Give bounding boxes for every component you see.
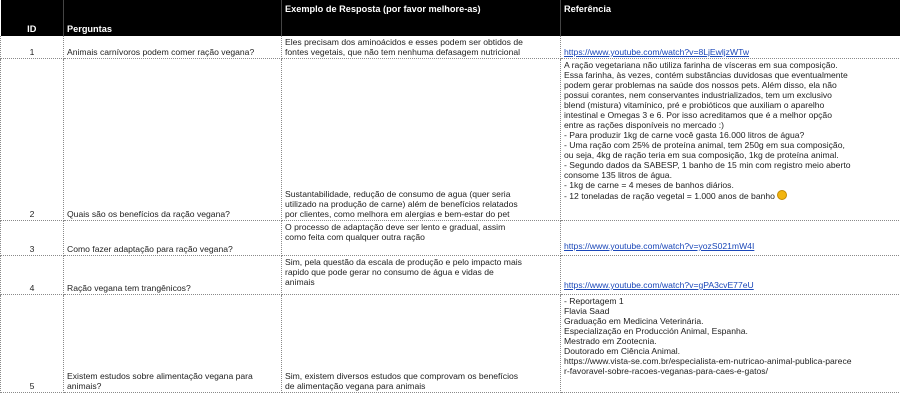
text-line: intestinal e Omegas 3 e 6. Por isso acreditamos que é a melhor opção — [564, 110, 832, 120]
text-line: Quais são os benefícios da ração vegana? — [67, 209, 230, 219]
header-reference: Referência — [561, 0, 900, 36]
text-line: Graduação em Medicina Veterinária. — [564, 316, 704, 326]
question-cell[interactable] — [64, 36, 282, 59]
text-line: animais? — [67, 381, 102, 391]
row-id: 4 — [1, 256, 64, 295]
text-line: Animais carnívoros podem comer ração vegana? — [67, 47, 255, 57]
text-line: Sim, pela questão da escala de produção e pelo impacto mais — [285, 257, 522, 267]
text-line: Como fazer adaptação para ração vegana? — [67, 244, 233, 254]
scream-emoji-icon — [777, 190, 787, 200]
text-line: - Segundo dados da SABESP, 1 banho de 15 min com registro meio aberto — [564, 160, 851, 170]
text-line: - Reportagem 1 — [564, 296, 624, 306]
text-line: consome 135 litros de água. — [564, 170, 672, 180]
text-line: como feita com qualquer outra ração — [285, 232, 425, 242]
header-row — [1, 0, 900, 36]
text-line: utilizado na produção de carne) além de benefícios relatados — [285, 199, 518, 209]
text-line: - Para produzir 1kg de carne você gasta 16.000 litros de água? — [564, 130, 805, 140]
text-line: - 1kg de carne = 4 meses de banhos diários. — [564, 180, 734, 190]
row-id: 3 — [1, 221, 64, 256]
text-line: Mestrado em Zootecnia. — [564, 336, 657, 346]
table-row — [1, 256, 900, 295]
header-question: Perguntas — [64, 0, 282, 36]
row-id: 1 — [1, 36, 64, 59]
text-line: blend (mistura) vitamínico, pré e probióticos que auxiliam o aparelho — [564, 100, 825, 110]
question-cell[interactable] — [64, 295, 282, 393]
reference-cell[interactable] — [561, 256, 900, 295]
text-line: Essa farinha, às vezes, contém substâncias duvidosas que eventualmente — [564, 70, 848, 80]
text-line: - Uma ração com 25% de proteína animal, tem 250g em sua composição, — [564, 140, 845, 150]
reference-link[interactable]: https://www.youtube.com/watch?v=gPA3cvE77eU — [564, 280, 754, 290]
text-line: fontes vegetais, que não tem nenhuma defasagem nutricional — [285, 47, 521, 57]
text-line: animais — [285, 277, 315, 287]
text-line: ou seja, 4kg de ração teria em sua composição, 1kg de proteína animal. — [564, 150, 839, 160]
text-line: possui corantes, nem conservantes industrializados, tem um exclusivo — [564, 90, 832, 100]
text-line: Sim, existem diversos estudos que comprovam os benefícios — [285, 371, 519, 381]
row-id: 5 — [1, 295, 64, 393]
text-line: Sustantabilidade, redução de consumo de agua (quer seria — [285, 189, 511, 199]
text-line: de alimentação vegana para animais — [285, 381, 426, 391]
text-line: A ração vegetariana não utiliza farinha de vísceras em sua composição. — [564, 60, 838, 70]
answer-cell[interactable] — [282, 221, 561, 256]
row-id: 2 — [1, 59, 64, 221]
text-line: Especialização en Producción Animal, Espanha. — [564, 326, 748, 336]
table-row — [1, 36, 900, 59]
text-line: rapido que pode gerar no consumo de água e vidas de — [285, 267, 494, 277]
question-cell[interactable] — [64, 256, 282, 295]
table-row — [1, 59, 900, 221]
answer-cell[interactable] — [282, 256, 561, 295]
reference-link[interactable]: https://www.youtube.com/watch?v=yozS021mW4I — [564, 241, 755, 251]
reference-cell[interactable] — [561, 59, 900, 221]
answer-cell[interactable] — [282, 295, 561, 393]
reference-link[interactable]: https://www.youtube.com/watch?v=8LjEwljzWTw — [564, 47, 750, 57]
question-cell[interactable] — [64, 221, 282, 256]
answer-cell[interactable] — [282, 59, 561, 221]
text-line: r-favoravel-sobre-racoes-veganas-para-caes-e-gatos/ — [564, 366, 768, 376]
table-row — [1, 221, 900, 256]
reference-cell[interactable] — [561, 295, 900, 393]
text-line: Ração vegana tem trangênicos? — [67, 283, 191, 293]
text-line: O processo de adaptação deve ser lento e gradual, assim — [285, 222, 506, 232]
reference-cell[interactable] — [561, 221, 900, 256]
header-id: ID — [1, 0, 64, 36]
text-line: Eles precisam dos aminoácidos e esses podem ser obtidos de — [285, 37, 523, 47]
text-line: podem gerar problemas na saúde dos nossos pets. Além disso, ela não — [564, 80, 837, 90]
header-answer: Exemplo de Resposta (por favor melhore-as) — [282, 0, 561, 36]
question-cell[interactable] — [64, 59, 282, 221]
reference-cell[interactable] — [561, 36, 900, 59]
text-line: Flavia Saad — [564, 306, 610, 316]
table-row — [1, 295, 900, 393]
text-line: Existem estudos sobre alimentação vegana para — [67, 371, 253, 381]
text-line: por clientes, como melhora em alergias e bem-estar do pet — [285, 209, 510, 219]
text-line: - 12 toneladas de ração vegetal = 1.000 anos de banho — [564, 191, 775, 201]
text-line: Doutorado em Ciência Animal. — [564, 346, 681, 356]
answer-cell[interactable] — [282, 36, 561, 59]
text-line: entre as rações disponíveis no mercado :) — [564, 120, 725, 130]
text-line: https://www.vista-se.com.br/especialista-em-nutricao-animal-publica-parece — [564, 356, 852, 366]
